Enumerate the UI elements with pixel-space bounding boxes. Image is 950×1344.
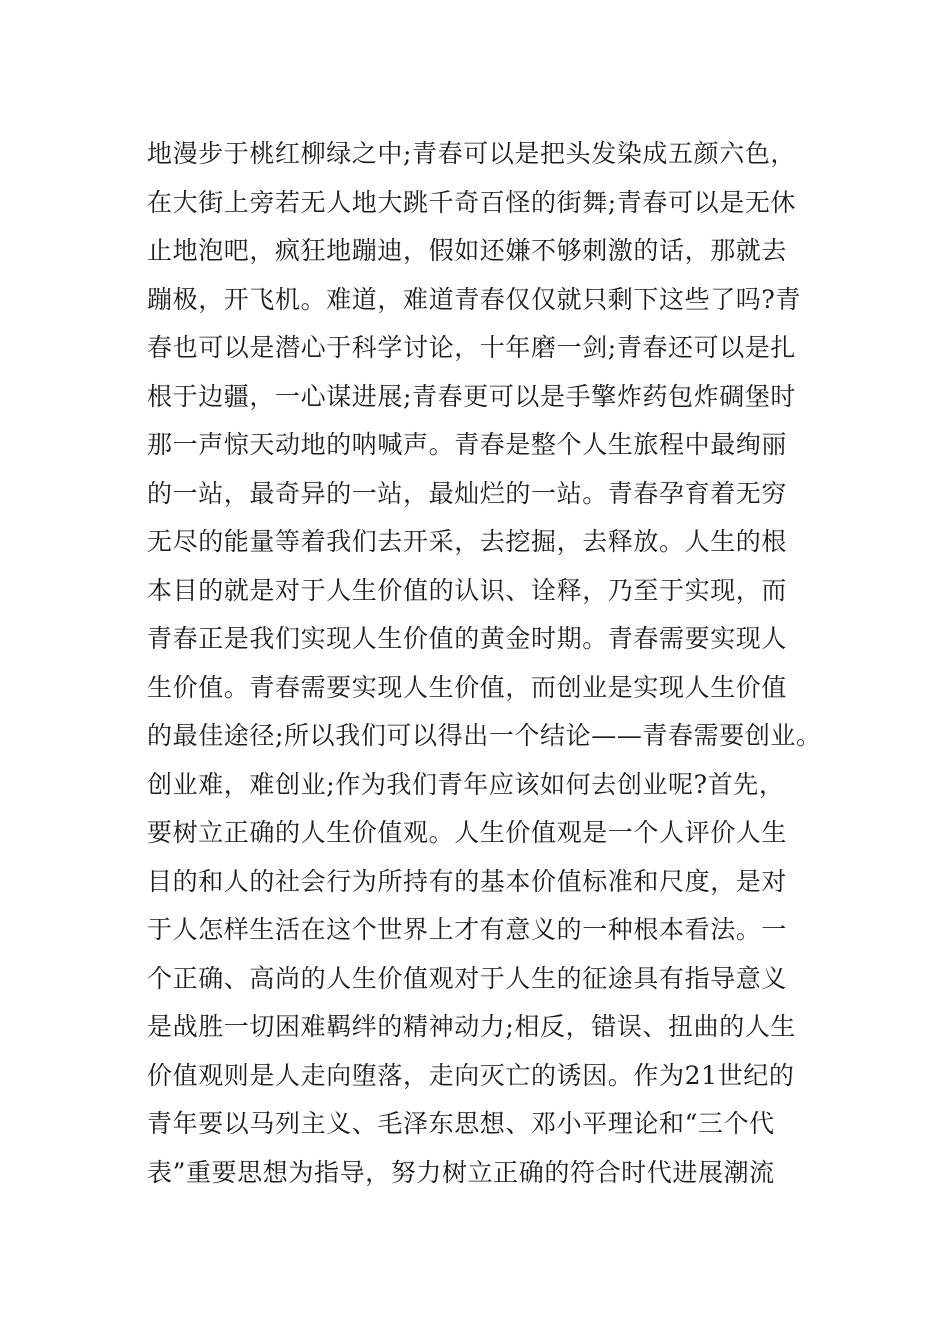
text-line: 是战胜一切困难羁绊的精神动力;相反，错误、扭曲的人生 xyxy=(147,1012,797,1041)
text-line: 本目的就是对于人生价值的认识、诠释，乃至于实现，而 xyxy=(147,575,788,605)
text-line: 生价值。青春需要实现人生价值，而创业是实现人生价值 xyxy=(147,672,788,702)
text-line: 的一站，最奇异的一站，最灿烂的一站。青春孕育着无穷 xyxy=(147,478,788,508)
text-line: 地漫步于桃红柳绿之中;青春可以是把头发染成五颜六色， xyxy=(147,139,797,168)
text-line: 根于边疆，一心谋进展;青春更可以是手擎炸药包炸碉堡时 xyxy=(147,381,797,411)
text-line: 表”重要思想为指导，努力树立正确的符合时代进展潮流 xyxy=(147,1157,775,1187)
text-line: 价值观则是人走向堕落，走向灭亡的诱因。作为21世纪的 xyxy=(147,1060,795,1090)
text-line: 目的和人的社会行为所持有的基本价值标准和尺度，是对 xyxy=(147,866,788,896)
text-line: 蹦极，开飞机。难道，难道青春仅仅就只剩下这些了吗?青 xyxy=(147,284,802,314)
text-line: 的最佳途径;所以我们可以得出一个结论——青春需要创业。 xyxy=(147,721,822,750)
text-line: 要树立正确的人生价值观。人生价值观是一个人评价人生 xyxy=(147,818,788,847)
text-line: 那一声惊天动地的呐喊声。青春是整个人生旅程中最绚丽 xyxy=(147,430,788,459)
text-line: 无尽的能量等着我们去开采，去挖掘，去释放。人生的根 xyxy=(147,527,788,556)
body-text xyxy=(147,130,847,1197)
text-line: 春也可以是潜心于科学讨论，十年磨一剑;青春还可以是扎 xyxy=(147,333,797,362)
text-line: 在大街上旁若无人地大跳千奇百怪的街舞;青春可以是无休 xyxy=(147,187,797,217)
text-line: 青春正是我们实现人生价值的黄金时期。青春需要实现人 xyxy=(147,624,788,653)
text-line: 于人怎样生活在这个世界上才有意义的一种根本看法。一 xyxy=(147,915,788,944)
text-line: 个正确、高尚的人生价值观对于人生的征途具有指导意义 xyxy=(147,963,788,993)
text-line: 青年要以马列主义、毛泽东思想、邓小平理论和“三个代 xyxy=(147,1109,775,1138)
text-line: 创业难，难创业;作为我们青年应该如何去创业呢?首先， xyxy=(147,769,785,799)
text-line: 止地泡吧，疯狂地蹦迪，假如还嫌不够刺激的话，那就去 xyxy=(147,236,788,265)
